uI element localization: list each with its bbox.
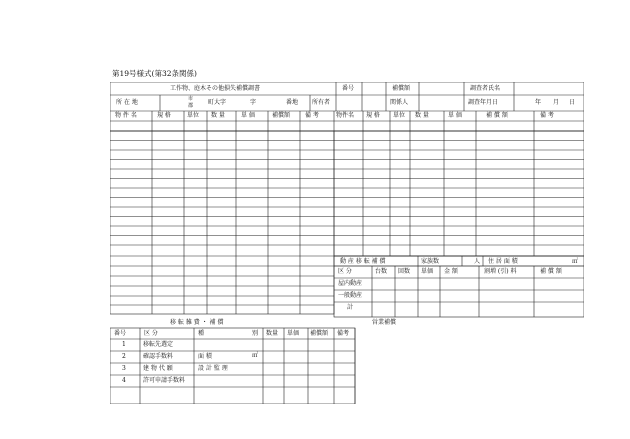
relocation-title: 移 転 雑 費 ・ 補 償 — [170, 319, 224, 326]
relocation-col: 単価 — [287, 330, 300, 337]
relocation-row-label: 許可申請手数料 — [143, 377, 186, 384]
survey-date-label: 調査年月日 — [468, 99, 499, 106]
relocation-col: 備考 — [337, 330, 350, 337]
owner-label: 所有者 — [312, 99, 331, 106]
area-unit: ㎡ — [572, 258, 579, 265]
relocation-col: 別 — [252, 330, 259, 337]
movable-col: 単価 — [421, 268, 434, 275]
col-header: 単 価 — [448, 112, 462, 119]
relocation-col: 区 分 — [144, 330, 158, 337]
month-label: 月 — [553, 99, 560, 106]
movable-title: 動 産 移 転 補 償 — [340, 258, 386, 265]
col-header: 補 償 額 — [486, 112, 508, 119]
town-label: 町大字 — [208, 99, 227, 106]
compensation-label: 補償額 — [392, 85, 411, 92]
col-header: 数 量 — [211, 112, 225, 119]
year-label: 年 — [535, 99, 542, 106]
col-header: 単 価 — [241, 112, 255, 119]
relocation-row-label: 移転先選定 — [143, 341, 174, 348]
movable-col: 割増 (引) 料 — [484, 268, 517, 275]
district-label: 郡 — [188, 103, 194, 109]
movable-row-label: 一般動産 — [338, 292, 363, 299]
investigator-label: 調査者氏名 — [470, 85, 501, 92]
location-label: 所 在 地 — [116, 99, 138, 106]
banchi-label: 番地 — [286, 99, 299, 106]
business-title: 営業補償 — [372, 319, 397, 326]
area-label: 住 居 面 積 — [488, 258, 518, 265]
col-header: 備 考 — [305, 112, 319, 119]
relocation-row-type: 面 積 — [198, 353, 212, 360]
col-header: 補償額 — [272, 112, 291, 119]
relocation-row-label: 建 物 代 願 — [143, 365, 173, 372]
col-header: 数 量 — [415, 112, 429, 119]
number-label: 番号 — [342, 85, 355, 92]
form-grid — [110, 82, 584, 404]
form-title: 工作物、庭木その他損失補償調書 — [170, 85, 261, 92]
col-header: 単位 — [187, 112, 200, 119]
movable-row-label: 計 — [347, 304, 354, 311]
relocation-row-label: 確認手数料 — [143, 353, 174, 360]
col-header: 単位 — [393, 112, 406, 119]
relocation-row-no: 1 — [122, 341, 126, 348]
col-header: 規 格 — [157, 112, 171, 119]
form-number: 第19号様式(第32条関係) — [112, 69, 197, 78]
aza-label: 字 — [250, 99, 257, 106]
related-label: 関係人 — [390, 99, 409, 106]
col-header: 物件名 — [336, 112, 355, 119]
movable-col: 補 償 額 — [540, 268, 562, 275]
relocation-row-unit: ㎡ — [252, 352, 259, 359]
relocation-row-no: 2 — [122, 353, 126, 360]
relocation-row-type: 設 計 監 理 — [198, 365, 228, 372]
relocation-col: 補償額 — [310, 330, 329, 337]
movable-col: 区 分 — [338, 268, 352, 275]
relocation-col: 番号 — [114, 330, 127, 337]
col-header: 備 考 — [540, 112, 554, 119]
day-label: 日 — [569, 99, 576, 106]
movable-col: 金 額 — [444, 268, 458, 275]
relocation-col: 種 — [198, 330, 205, 337]
movable-col: 回数 — [398, 268, 411, 275]
relocation-col: 数量 — [266, 330, 279, 337]
movable-row-label: 屋内動産 — [338, 280, 363, 287]
relocation-row-no: 4 — [122, 377, 126, 384]
movable-col: 台数 — [375, 268, 388, 275]
city-label: 市 — [188, 96, 194, 102]
col-header: 規 格 — [366, 112, 380, 119]
family-label: 家族数 — [421, 258, 440, 265]
col-header: 物 件 名 — [115, 112, 137, 119]
relocation-row-no: 3 — [122, 365, 126, 372]
compensation-form — [110, 82, 584, 404]
persons-label: 人 — [474, 258, 481, 265]
